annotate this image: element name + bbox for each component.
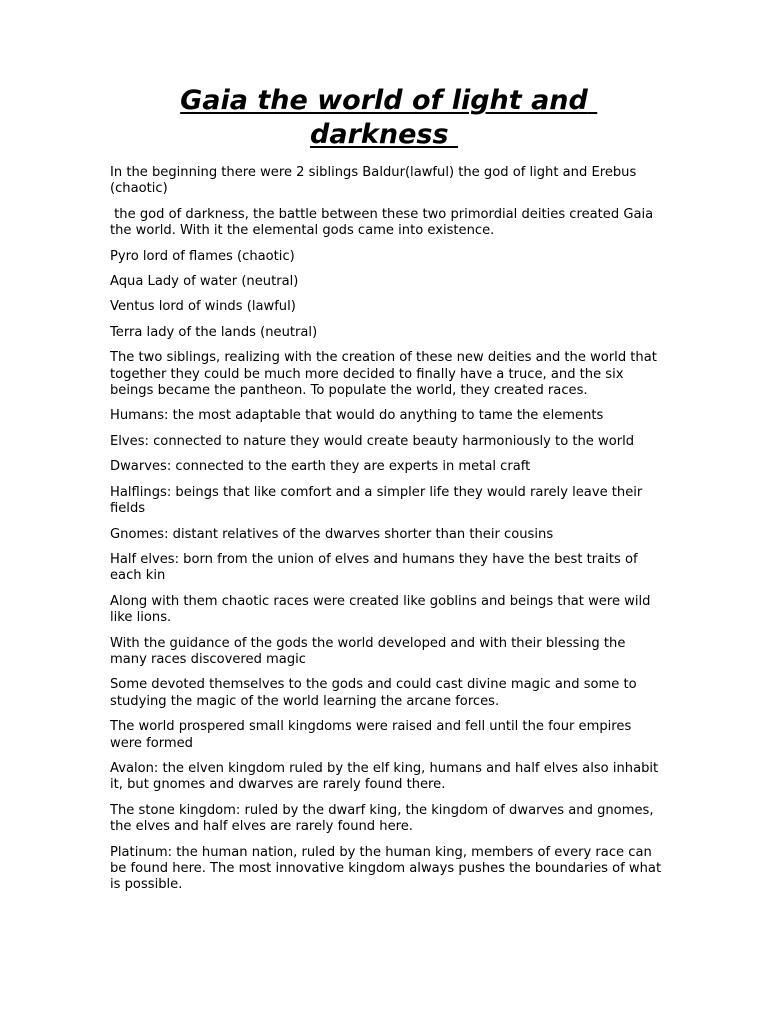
- paragraph: In the beginning there were 2 siblings Baldur(lawful) the god of light and Erebus (chaotic): [110, 165, 641, 197]
- paragraph: Avalon: the elven kingdom ruled by the elf king, humans and half elves also inhabit it, but gnomes and dwarves are rarely found there.: [110, 760, 663, 793]
- document-title: Gaia the world of light and darkness: [180, 85, 598, 150]
- paragraph: Terra lady of the lands (neutral): [110, 324, 318, 340]
- paragraph: Elves: connected to nature they would create beauty harmoniously to the world: [110, 433, 635, 449]
- paragraph: the god of darkness, the battle between these two primordial deities created Gaia the world. With it the elemental gods came into existence.: [110, 206, 658, 239]
- paragraph: With the guidance of the gods the world developed and with their blessing the many races discovered magic: [110, 635, 630, 667]
- paragraph: Ventus lord of winds (lawful): [110, 299, 296, 315]
- paragraph: Pyro lord of flames (chaotic): [110, 248, 295, 264]
- paragraph: Half elves: born from the union of elves and humans they have the best traits of each kin: [110, 551, 642, 584]
- paragraph: Along with them chaotic races were created like goblins and beings that were wild like lions.: [110, 593, 655, 626]
- paragraph: Dwarves: connected to the earth they are experts in metal craft: [110, 459, 531, 475]
- paragraph: The world prospered small kingdoms were raised and fell until the four empires were formed: [110, 719, 636, 751]
- paragraph: Platinum: the human nation, ruled by the human king, members of every race can be found here. The most innovative kingdom always pushes the boundaries of what is possible.: [110, 844, 666, 893]
- paragraph: The stone kingdom: ruled by the dwarf king, the kingdom of dwarves and gnomes, the elves and half elves are rarely found here.: [110, 802, 658, 835]
- document-body: [110, 165, 666, 903]
- paragraph: Halflings: beings that like comfort and a simpler life they would rarely leave their fields: [110, 484, 647, 517]
- paragraph: Gnomes: distant relatives of the dwarves shorter than their cousins: [110, 526, 554, 542]
- paragraph: Some devoted themselves to the gods and could cast divine magic and some to studying the magic of the world learning the arcane forces.: [110, 677, 641, 709]
- paragraph: The two siblings, realizing with the creation of these new deities and the world that together they could be much more decided to finally have a truce, and the six beings became the pantheon. To populate the world, they created races.: [110, 350, 662, 399]
- paragraph: Humans: the most adaptable that would do anything to tame the elements: [110, 408, 604, 424]
- paragraph: Aqua Lady of water (neutral): [110, 274, 299, 290]
